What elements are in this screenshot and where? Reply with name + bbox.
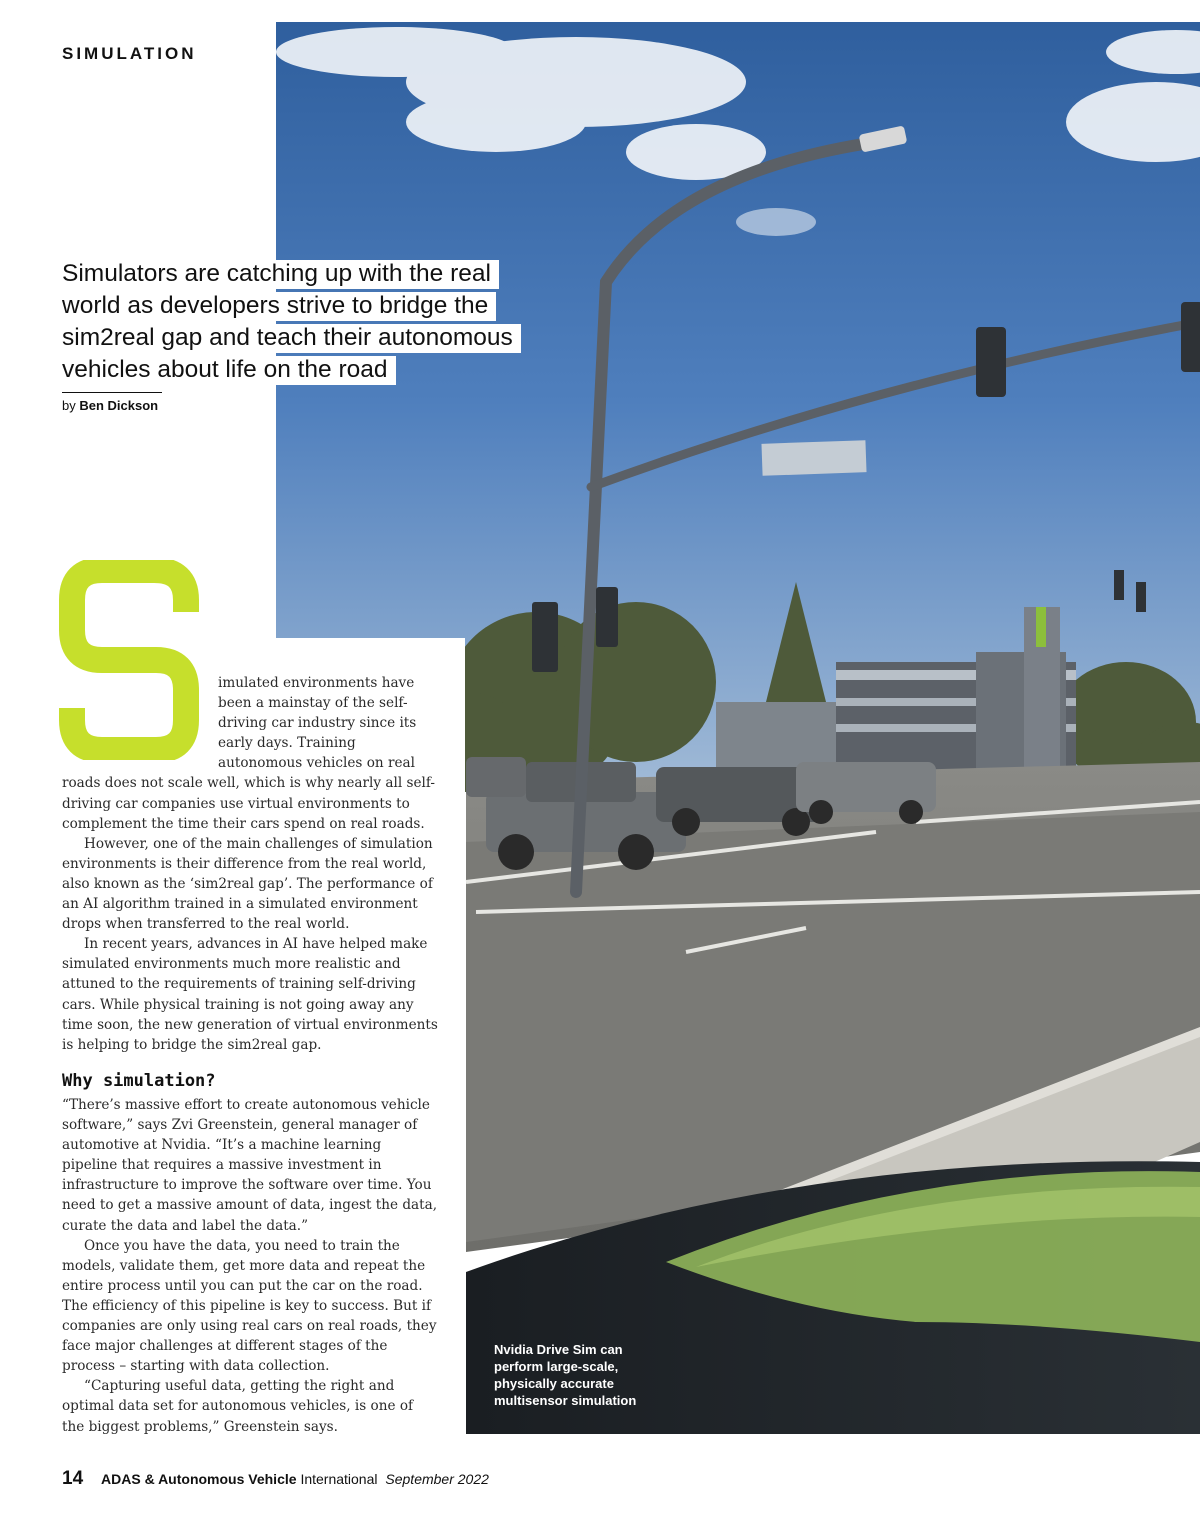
section-paragraph: “There’s massive effort to create autonomous vehicle software,” says Zvi Greenstein, general manager of automotive at Nvidia. “It’s a machine learning pipeline that requires a massive investment in infrastructure to improve the software over time. You need to get a massive amount of data, ingest the data, curate the data and label the data.” [62, 1097, 438, 1234]
section-label: SIMULATION [62, 44, 197, 63]
caption-line: Nvidia Drive Sim can [494, 1342, 623, 1357]
byline-author: Ben Dickson [79, 398, 159, 413]
issue-date: September 2022 [385, 1471, 489, 1487]
byline-prefix: by [62, 398, 76, 413]
standfirst-line: sim2real gap and teach their autonomous [62, 324, 521, 353]
standfirst-line: vehicles about life on the road [62, 356, 396, 385]
magazine-name: ADAS & Autonomous Vehicle [101, 1471, 297, 1487]
page-footer [62, 1468, 489, 1490]
caption-line: perform large-scale, [494, 1359, 619, 1374]
subhead: Why simulation? [62, 1071, 216, 1091]
photo-caption [494, 1341, 664, 1409]
dropcap-wrap-spacer [62, 673, 218, 773]
intro-paragraph: In recent years, advances in AI have helped make simulated environments much more realistic and attuned to the requirements of training self-driving cars. While physical training is not going away any time soon, the new generation of virtual environments is helping to bridge the sim2real gap. [62, 936, 438, 1053]
caption-line: physically accurate [494, 1376, 614, 1391]
intro-paragraph: However, one of the main challenges of simulation environments is their difference from the real world, also known as the ‘sim2real gap’. The performance of an AI algorithm trained in a simulated environment drops when transferred to the real world. [62, 835, 433, 933]
standfirst [62, 258, 542, 386]
section-paragraph: Once you have the data, you need to train the models, validate them, get more data and repeat the entire process until you can put the car on the road. The efficiency of this pipeline is key to success. But if companies are only using real cars on real roads, they face major challenges at different stages of the process – starting with data collection. [62, 1237, 437, 1375]
page-number: 14 [62, 1468, 84, 1489]
section-paragraph: “Capturing useful data, getting the right and optimal data set for autonomous vehicles, is one of the biggest problems,” Greenstein says. [62, 1378, 414, 1435]
intro-paragraph: imulated environments have been a mainstay of the self-driving car industry since its early days. Training autonomous vehicles on real roads does not scale well, which is why nearly all self-driving car companies use virtual environments to complement the time their cars spend on real roads. [62, 675, 436, 832]
standfirst-line: world as developers strive to bridge the [62, 292, 496, 321]
standfirst-line: Simulators are catching up with the real [62, 260, 499, 289]
byline-rule [62, 392, 162, 393]
intro-text [62, 673, 438, 1055]
byline [62, 398, 158, 413]
section-text [62, 1095, 438, 1437]
dropcap-letter: S [58, 560, 59, 561]
magazine-name-suffix: International [300, 1471, 378, 1487]
caption-line: multisensor simulation [494, 1393, 637, 1408]
